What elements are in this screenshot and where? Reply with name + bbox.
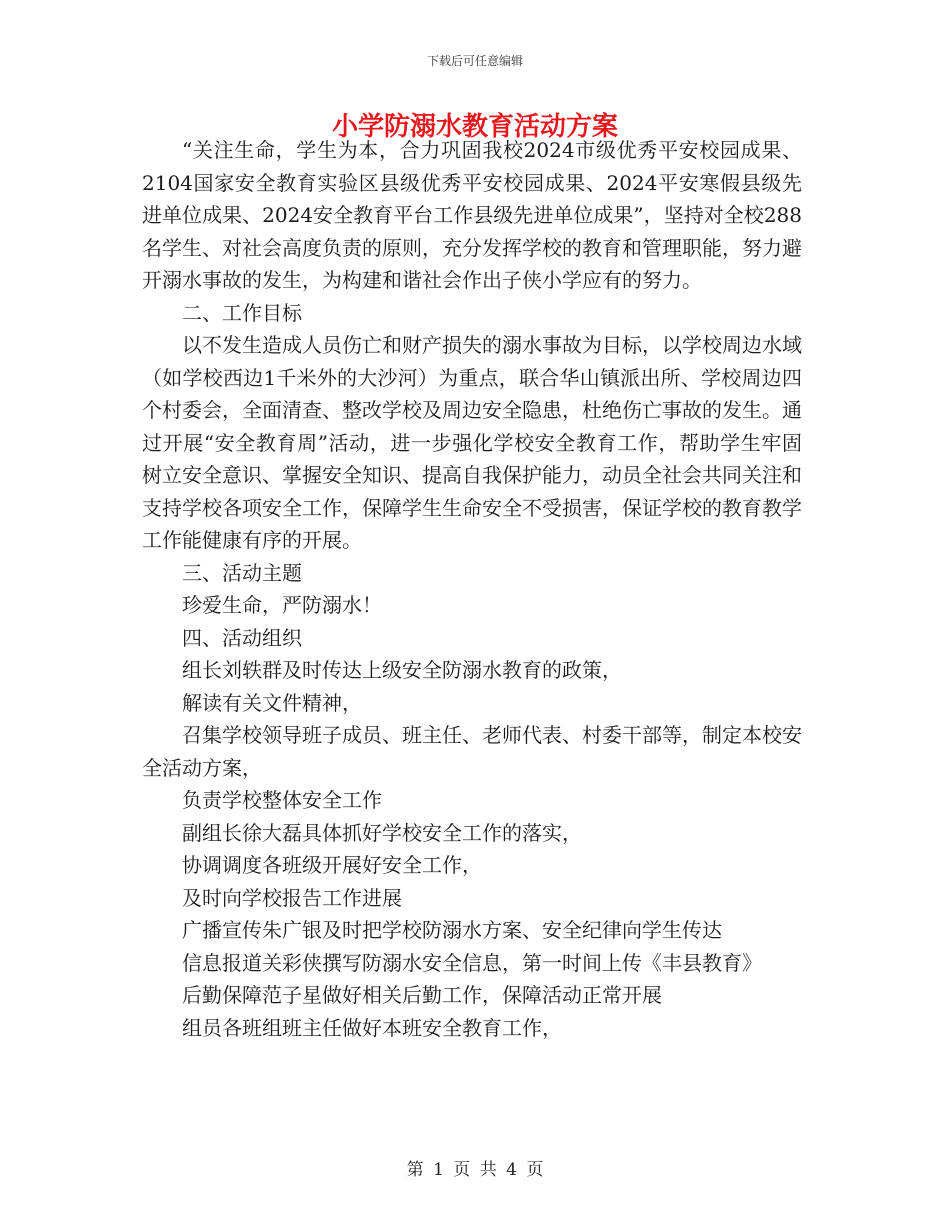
paragraph: 珍爱生命，严防溺水！: [182, 593, 382, 617]
section-heading: 二、工作目标: [182, 300, 302, 325]
paragraph: 负责学校整体安全工作: [182, 788, 382, 812]
paragraph: 协调调度各班级开展好安全工作，: [182, 853, 482, 877]
paragraph: 广播宣传朱广银及时把学校防溺水方案、安全纪律向学生传达: [182, 918, 722, 942]
header-note: 下载后可任意编辑: [426, 54, 523, 68]
paragraph: 召集学校领导班子成员、班主任、老师代表、村委干部等，制定本校安全活动方案，: [142, 723, 802, 780]
paragraph: 解读有关文件精神，: [182, 690, 362, 715]
document-body: [142, 134, 802, 1044]
paragraph: 组员各班组班主任做好本班安全教育工作，: [182, 1015, 562, 1040]
section-heading: 三、活动主题: [182, 560, 302, 585]
paragraph: 后勤保障范子星做好相关后勤工作，保障活动正常开展: [182, 983, 662, 1007]
section-heading: 四、活动组织: [182, 625, 302, 650]
paragraph: “关注生命，学生为本，合力巩固我校2024市级优秀平安校园成果、2104国家安全教育实验区县级优秀平安校园成果、2024平安寒假县级先进单位成果、2024安全教育平台工作县级先进单位成果”，坚持对全校288名学生、对社会高度负责的原则，充分发挥学校的教育和管理职能，努力避开溺水事故的发生，为构建和谐社会作出子侠小学应有的努力。: [142, 138, 802, 292]
paragraph: 以不发生造成人员伤亡和财产损失的溺水事故为目标，以学校周边水域（如学校西边1千米外的大沙河）为重点，联合华山镇派出所、学校周边四个村委会，全面清查、整改学校及周边安全隐患，杜绝伤亡事故的发生。通过开展“安全教育周”活动，进一步强化学校安全教育工作，帮助学生牢固树立安全意识、掌握安全知识、提高自我保护能力，动员全社会共同关注和支持学校各项安全工作，保障学生生命安全不受损害，保证学校的教育教学工作能健康有序的开展。: [142, 333, 802, 552]
paragraph: 及时向学校报告工作进展: [182, 885, 402, 910]
paragraph: 组长刘轶群及时传达上级安全防溺水教育的政策，: [182, 658, 622, 682]
document-title: 小学防溺水教育活动方案: [331, 112, 618, 142]
paragraph: 副组长徐大磊具体抓好学校安全工作的落实，: [182, 820, 582, 845]
paragraph: 信息报道关彩侠撰写防溺水安全信息，第一时间上传《丰县教育》: [182, 950, 762, 975]
page-footer: 第 1 页 共 4 页: [406, 1160, 544, 1180]
